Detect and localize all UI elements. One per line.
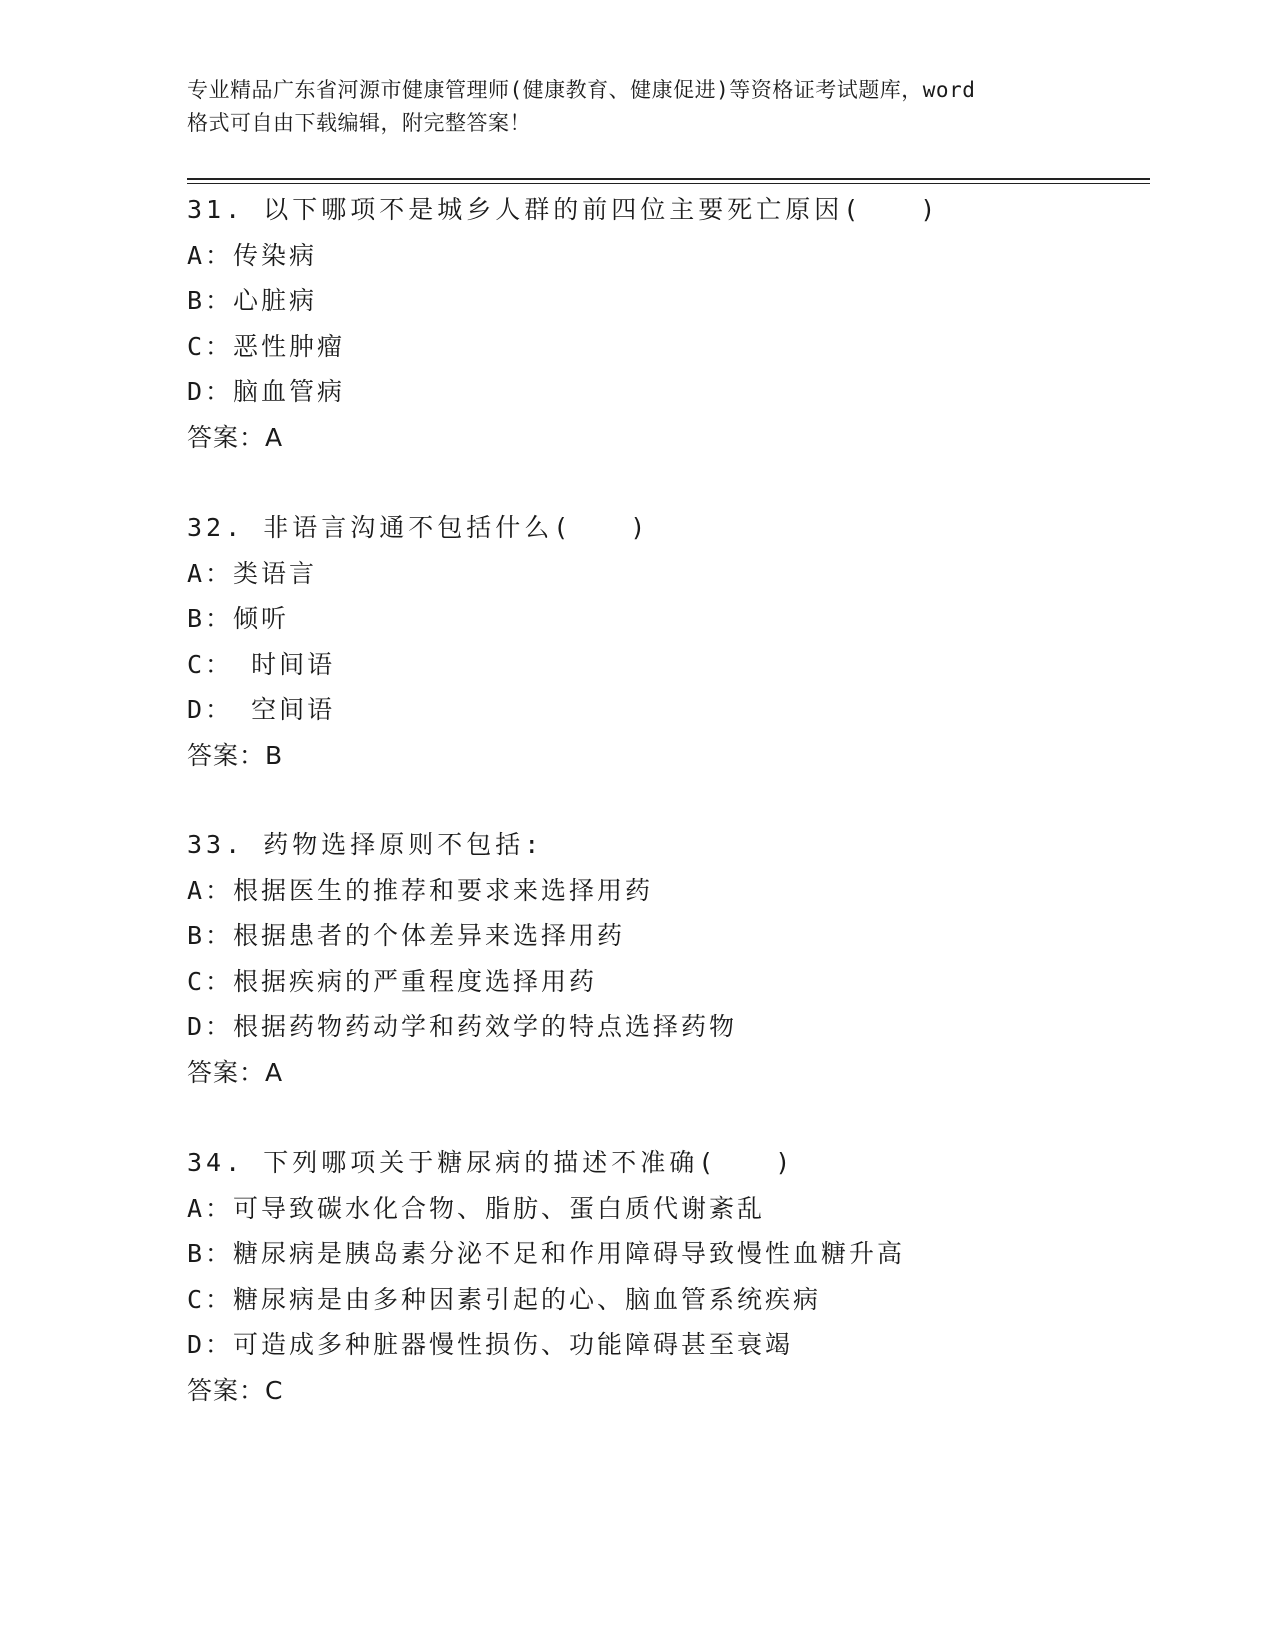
question-stem: 32. 非语言沟通不包括什么( ): [187, 513, 650, 542]
option-b: B：糖尿病是胰岛素分泌不足和作用障碍导致慢性血糖升高: [187, 1239, 906, 1268]
option-c: C：恶性肿瘤: [187, 331, 346, 361]
header-divider-thick: [187, 178, 1150, 180]
question-33: [187, 822, 1147, 1095]
option-d: D：根据药物药动学和药效学的特点选择药物: [187, 1012, 738, 1041]
option-d: D：脑血管病: [187, 377, 346, 406]
option-b: B：心脏病: [187, 286, 318, 315]
header-divider-thin: [187, 183, 1150, 184]
option-b: B：倾听: [187, 604, 290, 633]
option-c: C： 时间语: [187, 649, 336, 679]
question-stem: 33. 药物选择原则不包括:: [187, 830, 544, 859]
option-a: A：可导致碳水化合物、脂肪、蛋白质代谢紊乱: [187, 1193, 766, 1223]
question-34: [187, 1140, 1147, 1413]
answer-line: 答案：A: [187, 422, 284, 452]
option-c: C：糖尿病是由多种因素引起的心、脑血管系统疾病: [187, 1284, 822, 1314]
option-a: A：类语言: [187, 558, 318, 588]
option-d: D： 空间语: [187, 695, 336, 724]
question-32: [187, 505, 1147, 778]
option-c: C：根据疾病的严重程度选择用药: [187, 966, 598, 996]
document-header: [187, 74, 1087, 140]
answer-line: 答案：A: [187, 1057, 284, 1087]
question-stem: 34. 下列哪项关于糖尿病的描述不准确( ): [187, 1148, 795, 1177]
question-31: [187, 187, 1147, 460]
answer-line: 答案：B: [187, 740, 284, 770]
answer-line: 答案：C: [187, 1375, 284, 1405]
header-line-2: 格式可自由下载编辑，附完整答案！: [187, 111, 531, 135]
option-a: A：根据医生的推荐和要求来选择用药: [187, 875, 654, 905]
option-b: B：根据患者的个体差异来选择用药: [187, 921, 626, 950]
question-stem: 31. 以下哪项不是城乡人群的前四位主要死亡原因( ): [187, 195, 940, 224]
option-d: D：可造成多种脏器慢性损伤、功能障碍甚至衰竭: [187, 1330, 794, 1359]
option-a: A：传染病: [187, 240, 318, 270]
header-line-1: 专业精品广东省河源市健康管理师(健康教育、健康促进)等资格证考试题库，word: [187, 78, 976, 102]
